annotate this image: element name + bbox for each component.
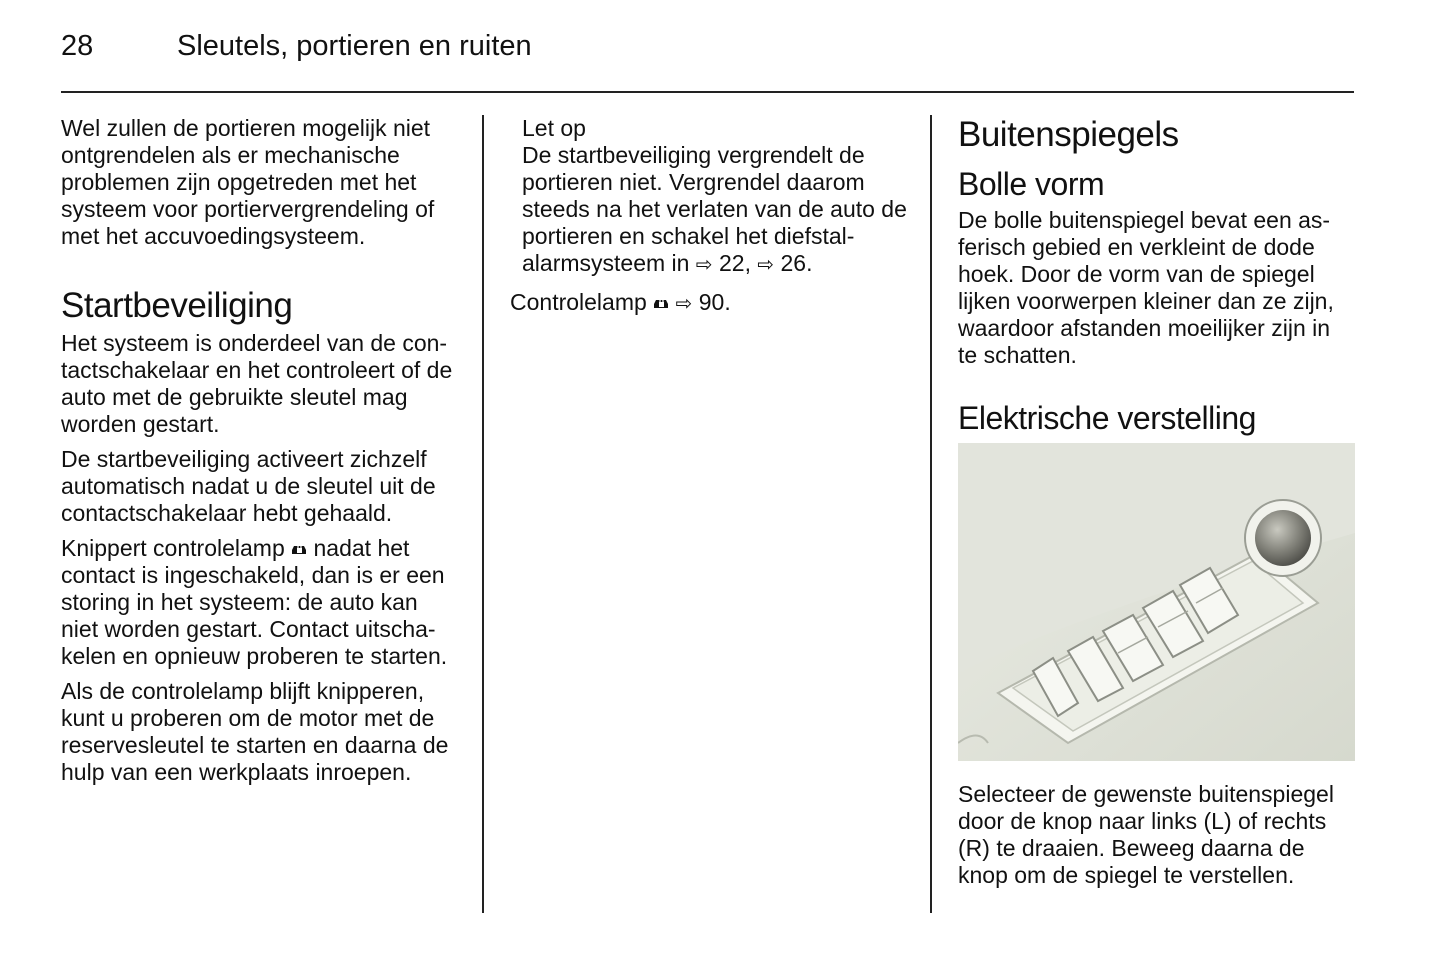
caption-part-b: of rechts [1238, 808, 1327, 834]
elektrische-verstelling-caption [958, 781, 1355, 889]
bolle-vorm-paragraph: De bolle buitenspiegel bevat een as-ferisch gebied en verkleint de dode hoek. Door de vorm van de spiegel lijken voorwerpen kleiner dan ze zijn, waardoor afstanden moeilijker zijn in te schatten. [958, 207, 1334, 368]
mirror-switch-illustration [958, 443, 1355, 761]
column-divider-1 [482, 115, 484, 913]
note-body: De startbeveiliging vergrendelt de portieren niet. Vergrendel daarom steeds na het verlaten van de auto de portieren en schakel het diefstal-alarmsysteem in [522, 142, 907, 276]
controlelamp-line: Controlelamp ⇨ 90. [510, 289, 731, 315]
caption-part-a: Selecteer de gewenste buitenspiegel door de knop naar links [958, 781, 1334, 834]
immobilizer-lamp-icon [653, 295, 669, 311]
note-text: De startbeveiliging vergrendelt de portieren niet. Vergrendel daarom steeds na het verlaten van de auto de portieren en schakel het diefstal-alarmsysteem in ⇨ 22, ⇨ 26. [522, 142, 907, 276]
note-ref-2[interactable]: 26 [780, 250, 807, 276]
caption-part-c: te draaien. Beweeg daarna de knop om de spiegel te verstellen. [958, 835, 1305, 888]
immobilizer-lamp-icon [291, 541, 307, 557]
controlelamp-ref[interactable]: 90 [698, 289, 725, 315]
reference-arrow-icon: ⇨ [675, 293, 693, 315]
reference-arrow-icon: ⇨ [757, 254, 775, 276]
note-box [510, 115, 910, 279]
bolle-vorm-heading: Bolle vorm [958, 166, 1105, 202]
paragraph-3 [61, 535, 461, 670]
intro-paragraph: Wel zullen de portieren mogelijk niet ontgrendelen als er mechanische problemen zijn opgetreden met het systeem voor portiervergrendeling of met het accuvoedingsysteem. [61, 115, 435, 249]
reference-arrow-icon: ⇨ [695, 254, 713, 276]
paragraph-3-end: nadat het contact is ingeschakeld, dan is er een storing in het systeem: de auto kan niet worden gestart. Contact uitscha-kelen en opnieuw proberen te starten. [61, 535, 448, 669]
paragraph-3-start: Knippert controlelamp [61, 535, 285, 561]
right-key-label: (R) [958, 835, 990, 861]
note-ref-1[interactable]: 22 [718, 250, 745, 276]
column-3 [958, 115, 1355, 897]
column-divider-2 [930, 115, 932, 913]
elektrische-verstelling-heading: Elektrische verstelling [958, 400, 1256, 436]
paragraph-2: De startbeveiliging activeert zichzelf automatisch nadat u de sleutel uit de contactschakelaar hebt gehaald. [61, 446, 436, 526]
left-key-label: (L) [1203, 808, 1232, 834]
startbeveiliging-heading: Startbeveiliging [61, 286, 293, 325]
header-rule [61, 91, 1354, 93]
page-title: Sleutels, portieren en ruiten [177, 30, 532, 62]
buitenspiegels-heading: Buitenspiegels [958, 115, 1179, 154]
column-1 [61, 115, 461, 794]
note-label: Let op [522, 115, 586, 141]
paragraph-4: Als de controlelamp blijft knipperen, kunt u proberen om de motor met de reservesleutel te starten en daarna de hulp van een werkplaats inroepen. [61, 678, 449, 785]
controlelamp-label: Controlelamp [510, 289, 647, 315]
page-number: 28 [61, 30, 94, 62]
paragraph-1: Het systeem is onderdeel van de con-tactschakelaar en het controleert of de auto met de gebruikte sleutel mag worden gestart. [61, 330, 453, 437]
column-2 [510, 115, 910, 318]
